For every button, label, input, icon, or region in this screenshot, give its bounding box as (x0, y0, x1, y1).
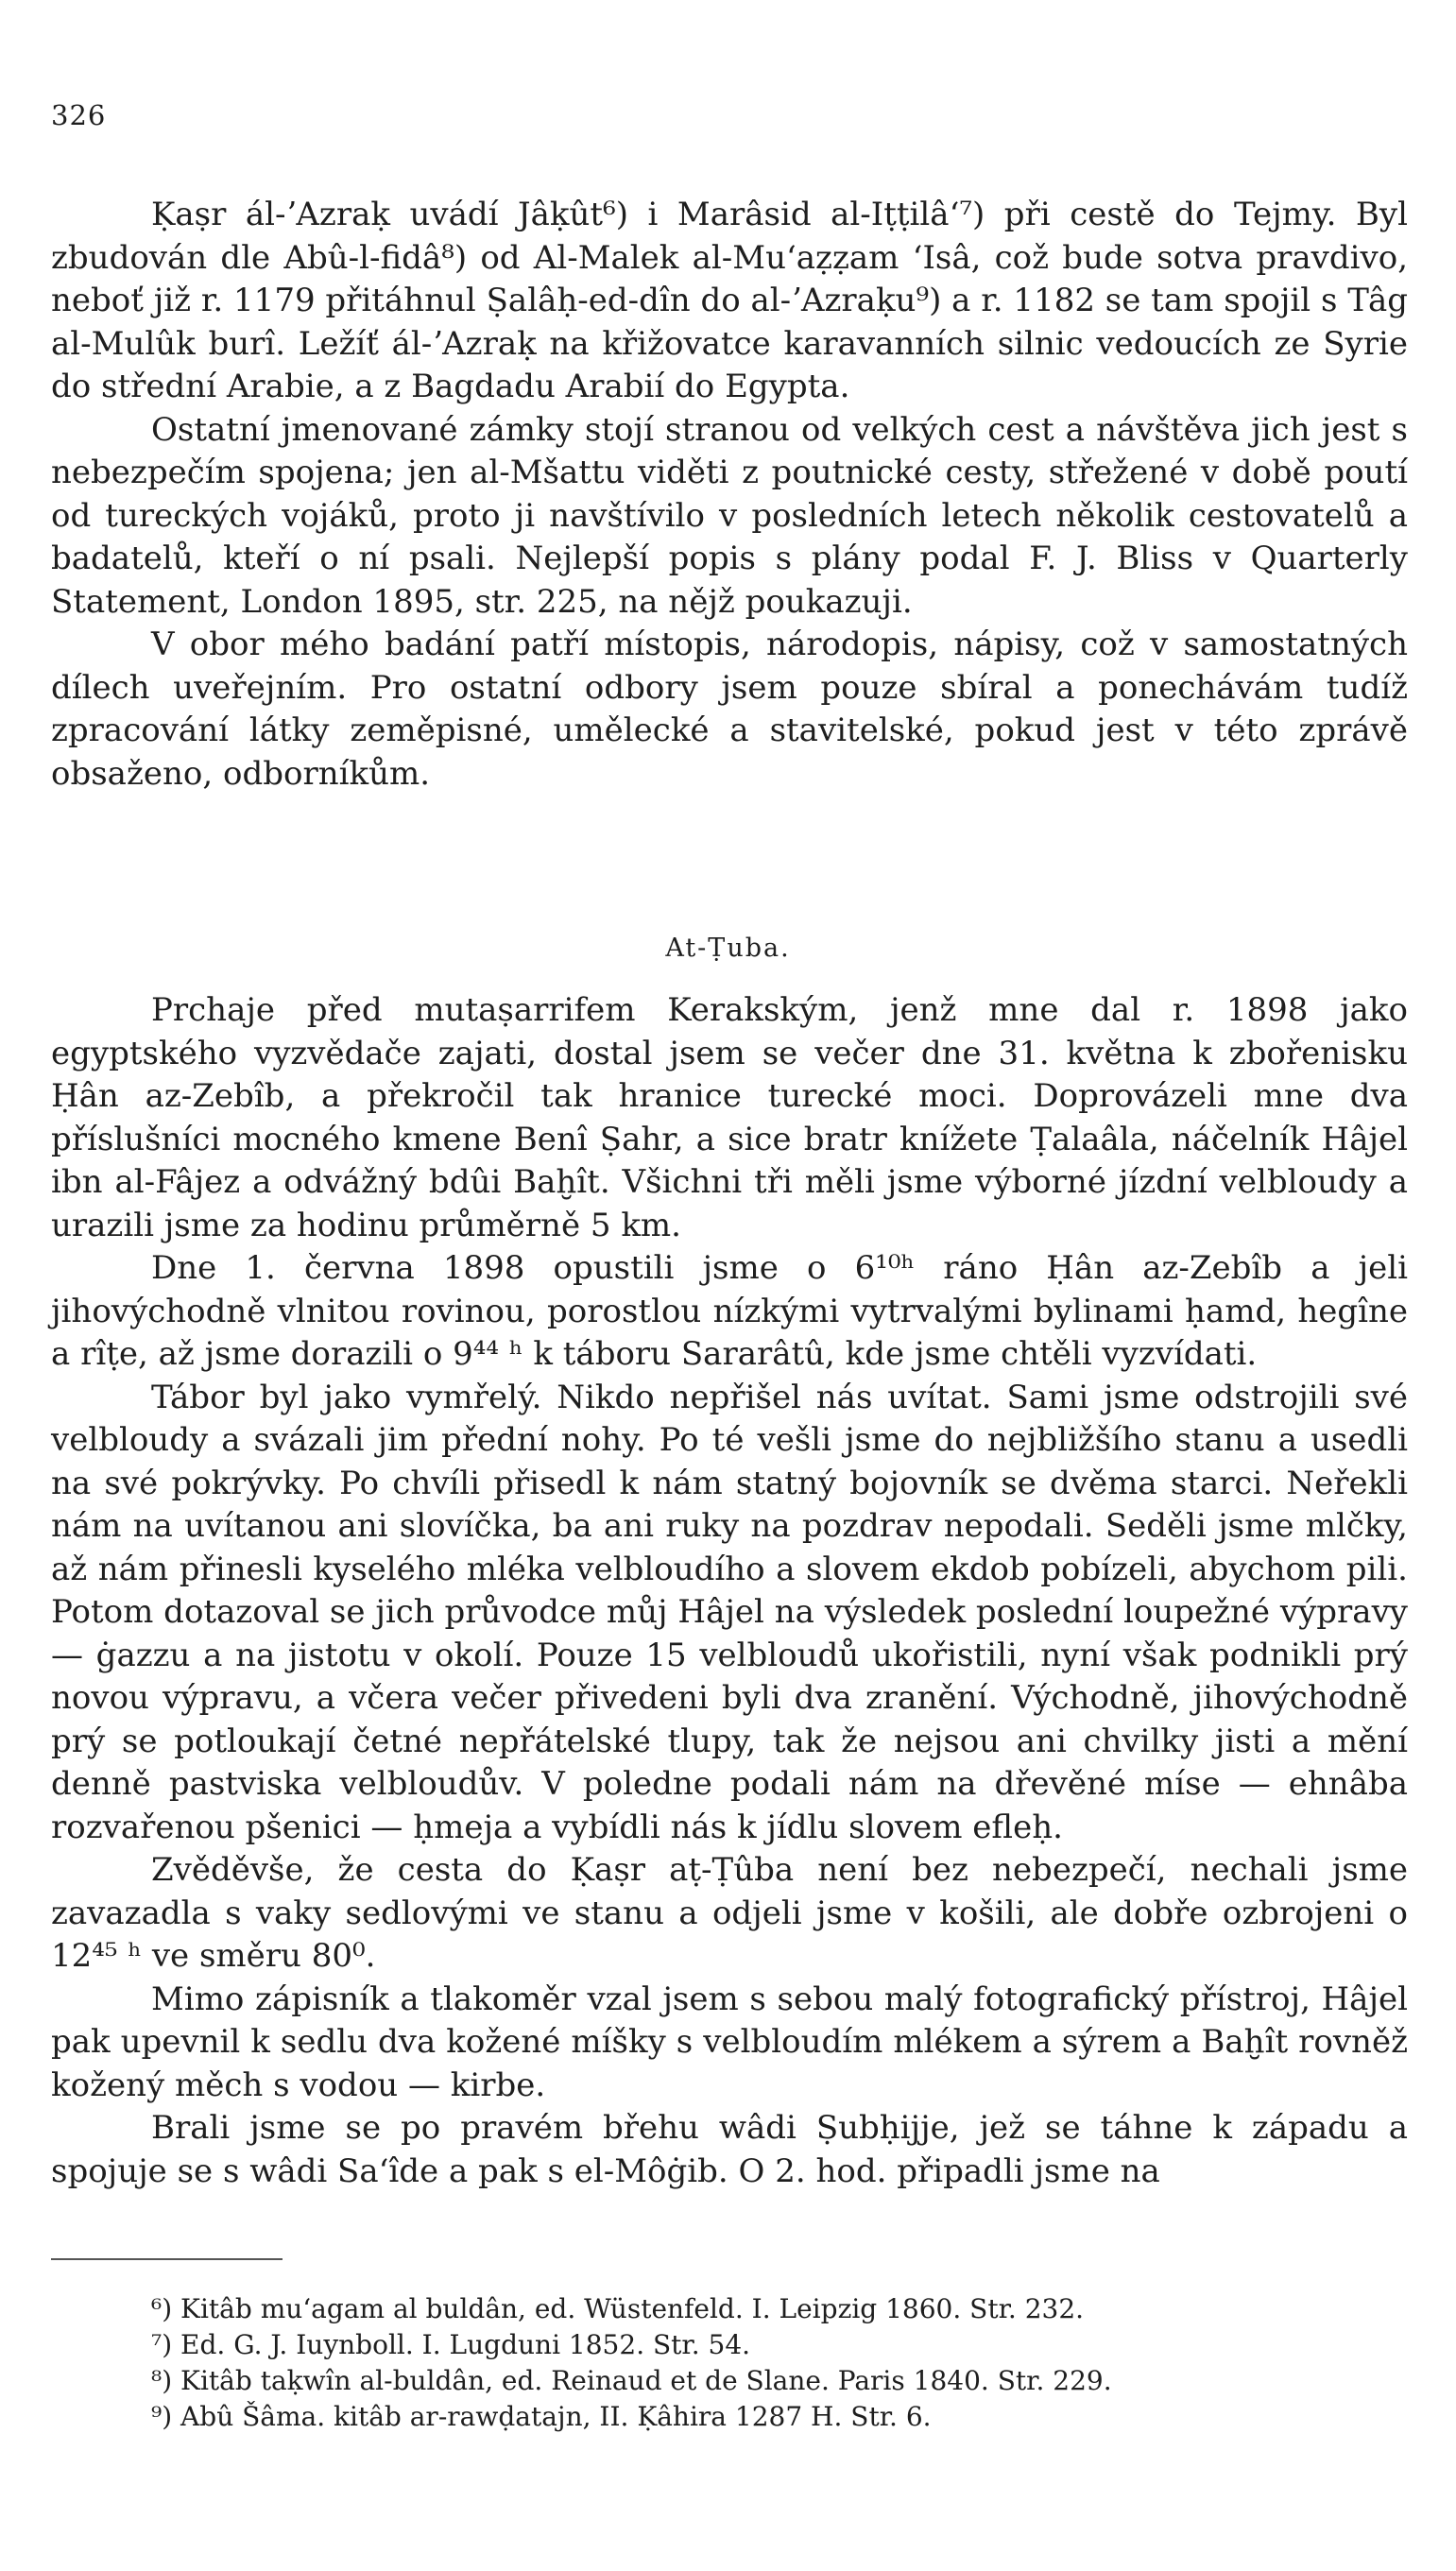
paragraph: Ḳaṣr ál-ʼAzraḳ uvádí Jâḳût⁶) i Marâsid al-Iṭṭilâʻ⁷) při cestě do Tejmy. Byl zbudován dle Abû-l-fidâ⁸) od Al-Malek al-Muʻaẓẓam ʻIsâ, což bude sotva pravdivo, neboť již r. 1179 přitáhnul Ṣalâḥ-ed-dîn do al-ʼAzraḳu⁹) a r. 1182 se tam spojil s Tâg al-Mulûk burî. Ležíť ál-ʼAzraḳ na křižovatce karavanních silnic vedoucích ze Syrie do střední Arabie, a z Bagdadu Arabií do Egypta. (51, 196, 1408, 405)
footnote-divider (51, 2258, 283, 2260)
intro-text (51, 194, 1408, 796)
footnote: ⁶) Kitâb muʻagam al buldân, ed. Wüstenfeld. I. Leipzig 1860. Str. 232. (151, 2293, 1085, 2324)
paragraph: Tábor byl jako vymřelý. Nikdo nepřišel nás uvítat. Sami jsme odstrojili své velbloudy a svázali jim přední nohy. Po té vešli jsme do nejbližšího stanu a usedli na své pokrývky. Po chvíli přisedl k nám statný bojovník se dvěma starci. Neřekli nám na uvítanou ani slovíčka, ba ani ruky na pozdrav nepodali. Seděli jsme mlčky, až nám přinesli kyselého mléka velbloudího a slovem ekdob pobízeli, abychom pili. Potom dotazoval se jich průvodce můj Hâjel na výsledek poslední loupežné výpravy — ġazzu a na jistotu v okolí. Pouze 15 velbloudů ukořistili, nyní však podnikli prý novou výpravu, a včera večer přivedeni byli dva zranění. Východně, jihovýchodně prý se potloukají četné nepřátelské tlupy, tak že nejsou ani chvilky jisti a mění denně pastviska velbloudův. V poledne podali nám na dřevěné míse — ehnâba rozvařenou pšenici — ḥmeja a vybídli nás k jídlu slovem efleḥ. (51, 1378, 1408, 1846)
section-heading: At-Ṭuba. (665, 934, 791, 963)
footnote: ⁸) Kitâb taḳwîn al-buldân, ed. Reinaud et de Slane. Paris 1840. Str. 229. (151, 2365, 1112, 2396)
paragraph: V obor mého badání patří místopis, národopis, nápisy, což v samostatných dílech uveřejním. Pro ostatní odbory jsem pouze sbíral a ponechávám tudíž zpracování látky zeměpisné, umělecké a stavitelské, pokud jest v této zprávě obsaženo, odborníkům. (51, 626, 1408, 793)
paragraph: Prchaje před mutaṣarrifem Kerakským, jenž mne dal r. 1898 jako egyptského vyzvědače zajati, dostal jsem se večer dne 31. května k zbořenisku Ḥân az-Zebîb, a překročil tak hranice turecké moci. Doprovázeli mne dva příslušníci mocného kmene Benî Ṣahr, a sice bratr knížete Ṭalaâla, náčelník Hâjel ibn al-Fâjez a odvážný bdûi Baḫît. Všichni tři měli jsme výborné jízdní velbloudy a urazili jsme za hodinu průměrně 5 km. (51, 991, 1408, 1244)
paragraph: Zvěděvše, že cesta do Ḳaṣr aṭ-Ṭûba není bez nebezpečí, nechali jsme zavazadla s vaky sedlovými ve stanu a odjeli jsme v košili, ale dobře ozbrojeni o 12⁴⁵ ʰ ve směru 80⁰. (51, 1851, 1408, 1975)
footnote: ⁷) Ed. G. J. Iuynboll. I. Lugduni 1852. Str. 54. (151, 2329, 751, 2360)
section-text (51, 989, 1408, 2193)
page-number: 326 (51, 99, 107, 131)
footnotes (151, 2291, 1379, 2435)
paragraph: Ostatní jmenované zámky stojí stranou od velkých cest a návštěva jich jest s nebezpečím spojena; jen al-Mšattu viděti z poutnické cesty, střežené v době poutí od tureckých vojáků, proto ji navštívilo v posledních letech několik cestovatelů a badatelů, kteří o ní psali. Nejlepší popis s plány podal F. J. Bliss v Quarterly Statement, London 1895, str. 225, na nějž poukazuji. (51, 410, 1408, 621)
paragraph: Brali jsme se po pravém břehu wâdi Ṣubḥijje, jež se táhne k západu a spojuje se s wâdi Saʻîde a pak s el-Môġib. O 2. hod. připadli jsme na (51, 2109, 1408, 2190)
paragraph: Mimo zápisník a tlakoměr vzal jsem s sebou malý fotografický přístroj, Hâjel pak upevnil k sedlu dva kožené míšky s velbloudím mlékem a sýrem a Baḫît rovněž kožený měch s vodou — kirbe. (51, 1980, 1408, 2104)
paragraph: Dne 1. června 1898 opustili jsme o 6¹⁰ʰ ráno Ḥân az-Zebîb a jeli jihovýchodně vlnitou rovinou, porostlou nízkými vytrvalými bylinami ḥamd, hegîne a rîṭe, až jsme dorazili o 9⁴⁴ ʰ k táboru Sararâtû, kde jsme chtěli vyzvídati. (51, 1249, 1408, 1373)
footnote: ⁹) Abû Šâma. kitâb ar-rawḍatajn, II. Ḳâhira 1287 H. Str. 6. (151, 2401, 932, 2432)
